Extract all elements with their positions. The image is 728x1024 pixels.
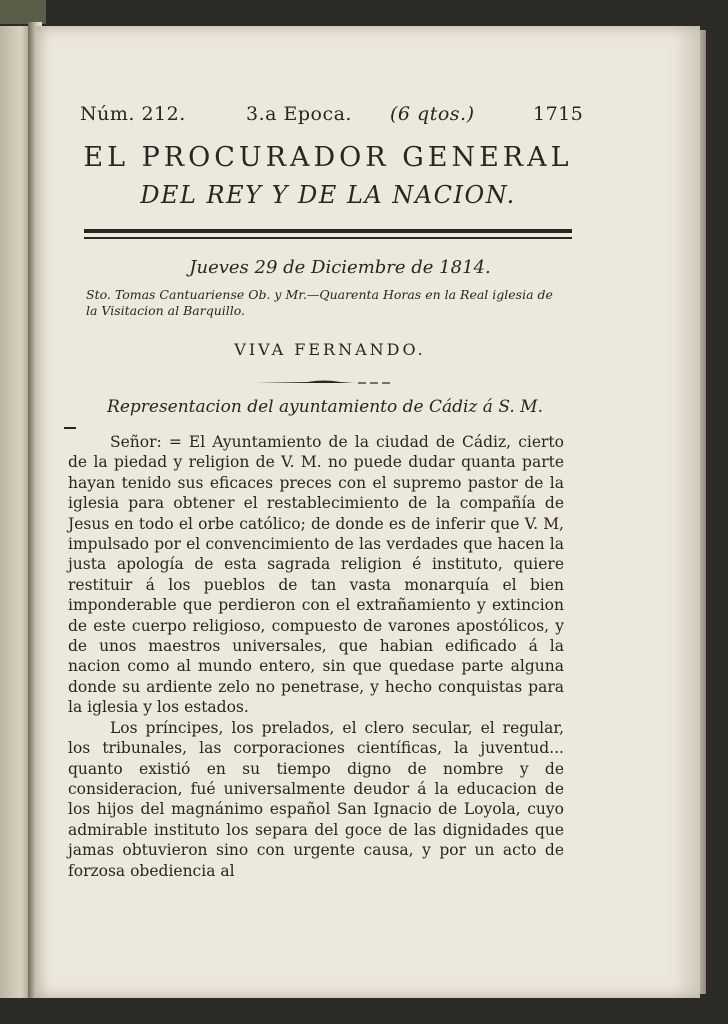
- scan-background: [0, 0, 728, 26]
- masthead-rule: [84, 229, 572, 233]
- facing-page-edge: [0, 26, 30, 998]
- saint-of-day: Sto. Tomas Cantuariense Ob. y Mr.—Quarenta Horas en la Real iglesia de la Visitacion al Barquillo.: [86, 287, 553, 318]
- ornament-divider: [254, 378, 394, 388]
- issue-number: Núm. 212.: [80, 103, 186, 125]
- issue-sheets: (6 qtos.): [390, 103, 475, 125]
- article-body: [68, 432, 564, 881]
- issue-header: [80, 103, 584, 129]
- issue-epoch: 3.a Epoca.: [246, 103, 352, 125]
- paragraph: Señor: = El Ayuntamiento de la ciudad de Cádiz, cierto de la piedad y religion de V. M. no puede dudar quanta parte hayan tenido sus eficaces preces con el supremo pastor de la iglesia para obtener el restablecimiento de la compañía de Jesus en todo el orbe católico; de donde es de inferir que V. M, impulsado por el convencimiento de las verdades que hacen la justa apología de esta sagrada religion é instituto, quiere restituir á los pueblos de tan vasta monarquía el bien imponderable que perdieron con el extrañamiento y extincion de este cuerpo religioso, compuesto de varones apostólicos, y de unos maestros universales, que habian edificado á la nacion como al mundo entero, sin que quedase parte alguna donde su ardiente zelo no penetrase, y hecho conquistas para la iglesia y los estados.: [68, 433, 564, 717]
- article-title: Representacion del ayuntamiento de Cádiz á S. M.: [107, 397, 543, 417]
- margin-mark: [64, 427, 76, 429]
- issue-date: Jueves 29 de Diciembre de 1814.: [189, 257, 491, 278]
- masthead-title: EL PROCURADOR GENERAL: [83, 142, 573, 173]
- masthead-subtitle: DEL REY Y DE LA NACION.: [140, 181, 516, 209]
- page-number: 1715: [533, 103, 584, 125]
- masthead-rule-thin: [84, 237, 572, 239]
- viva-line: VIVA FERNANDO.: [234, 340, 426, 359]
- paragraph: Los príncipes, los prelados, el clero secular, el regular, los tribunales, las corporaciones científicas, la juventud... quanto existió en su tiempo digno de nombre y de consideracion, fué universalmente deudor á la educacion de los hijos del magnánimo español San Ignacio de Loyola, cuyo admirable instituto los separa del goce de las dignidades que jamas obtuvieron sino con urgente causa, y por un acto de forzosa obediencia al: [68, 718, 564, 880]
- bookmark-tab: [0, 0, 46, 24]
